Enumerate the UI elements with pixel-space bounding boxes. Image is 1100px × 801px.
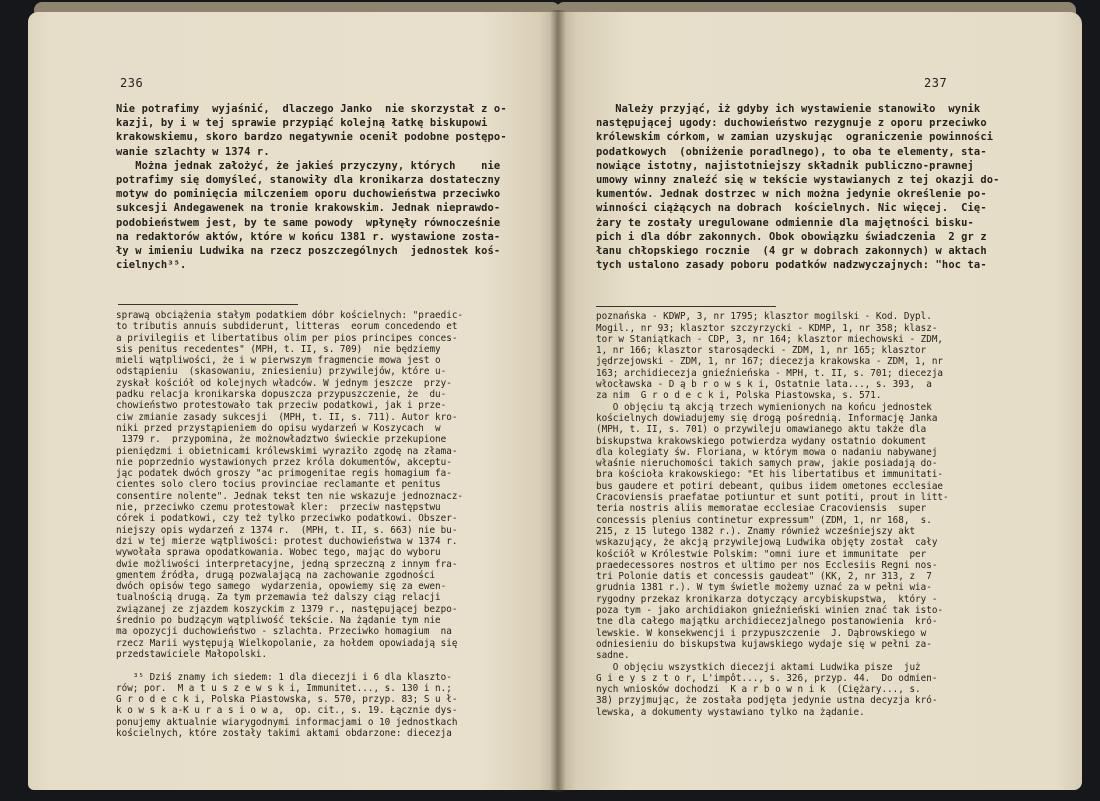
footnote-line: wywołała sprawa opodatkowania. Wobec tego, mając do wyboru bbox=[116, 547, 441, 559]
body-line: wanie szlachty w 1374 r. bbox=[116, 145, 270, 158]
footnote-line: consentire nolente". Jednak tekst ten nie wskazuje jednoznacz- bbox=[116, 490, 464, 502]
footnote-line: 38) przyjmując, że została podjęta jedynie ustna decyzja kró- bbox=[596, 695, 938, 707]
footnote-line bbox=[596, 300, 949, 311]
left-body-text bbox=[116, 102, 507, 272]
footnote-line: jąc podatek dwóch groszy "ac primogenitae regis homagium fa- bbox=[116, 468, 452, 480]
body-line: następującej ugody: duchowieństwo rezygnuje z oporu przeciwko bbox=[596, 117, 987, 130]
footnote-line: tne dla całego majątku archidiecezjalnego postanowienia kró- bbox=[596, 616, 938, 628]
footnote-line: dwóch opisów tego samego wydarzenia, opowiemy się za ewen- bbox=[116, 581, 447, 593]
footnote-line: k o w s k a-K u r a s i o w a, op. cit., s. 19. Łącznie dys- bbox=[116, 705, 458, 717]
left-footnotes bbox=[116, 310, 463, 739]
left-page bbox=[28, 12, 560, 790]
footnote-line: za nim G r o d e c k i, Polska Piastowska, s. 571. bbox=[596, 390, 882, 402]
footnote-line: poza tym - jako archidiakon gnieźnieński winien znać tak isto- bbox=[596, 605, 944, 617]
body-line: Należy przyjąć, iż gdyby ich wystawienie stanowiło wynik bbox=[596, 103, 981, 115]
footnote-line: włocławska - D ą b r o w s k i, Ostatnie lata..., s. 393, a bbox=[596, 379, 932, 391]
body-line: podobieństwem jest, by te same powody wpłynęły równocześnie bbox=[116, 216, 501, 229]
footnote-line: nych wniosków dochodzi K a r b o w n i k (Ciężary..., s. bbox=[596, 684, 921, 696]
footnote-line: G i e y s z t o r, L'impôt..., s. 326, przyp. 44. Do odmien- bbox=[596, 672, 938, 684]
footnote-line: Mogil., nr 93; klasztor szczyrzycki - KDMP, 1, nr 358; klasz- bbox=[596, 322, 938, 334]
footnote-line: praedecessores nostros et ultimo per nos Ecclesiis Regni nos- bbox=[596, 559, 938, 571]
body-line: na redaktorów aktów, które w końcu 1381 r. wystawione zosta- bbox=[116, 230, 501, 243]
body-line: Nie potrafimy wyjaśnić, dlaczego Janko nie skorzystał z o- bbox=[116, 103, 507, 115]
footnote-line: rzecz Marii występują Wielkopolanie, za hołdem opowiadają się bbox=[116, 637, 458, 649]
body-line: żary te zostały uregulowane odmiennie dla majętności bisku- bbox=[596, 216, 974, 229]
footnote-line: odniesieniu do biskupstwa kujawskiego wydaje się w pełni za- bbox=[596, 638, 932, 650]
footnote-line: a privilegiis et libertatibus olim per pios principes conces- bbox=[116, 332, 458, 344]
body-line: cielnych³⁵. bbox=[116, 259, 187, 272]
footnote-line: odstąpieniu (skasowaniu, zniesieniu) przywilejów, które u- bbox=[116, 366, 447, 378]
body-line: winności ciążących na dobrach kościelnych. Nic więcej. Cię- bbox=[596, 202, 987, 215]
footnote-line: G r o d e c k i, Polska Piastowska, s. 570, przyp. 83; S u ł- bbox=[116, 694, 458, 706]
body-line: pich i dla dóbr zakonnych. Obok obowiązku świadczenia 2 gr z bbox=[596, 230, 987, 243]
footnote-line: chowieństwo protestowało tak przeciw podatkowi, jak i prze- bbox=[116, 400, 447, 412]
footnote-line: rygodny przekaz kronikarza dotyczący arcybiskupstwa, który - bbox=[596, 593, 938, 605]
footnote-line: wskazujący, że akcją przywilejową Ludwika objęty został cały bbox=[596, 537, 938, 549]
body-line: Można jednak założyć, że jakieś przyczyny, których nie bbox=[116, 159, 501, 172]
footnote-line: (MPH, t. II, s. 701) o przywileju omawianego aktu także dla bbox=[596, 424, 927, 436]
footnote-line: pieniędzmi i obietnicami królewskimi wyraziło zgodę na złama- bbox=[116, 445, 458, 457]
footnote-line: O objęciu tą akcją trzech wymienionych na końcu jednostek bbox=[596, 401, 932, 413]
right-body-text bbox=[596, 102, 1000, 272]
body-line: krakowskiemu, skoro bardzo negatywnie ocenił podobne postępo- bbox=[116, 131, 507, 144]
footnote-line: związanej ze zjazdem koszyckim z 1379 r., następującej bezpo- bbox=[116, 603, 458, 615]
book-gutter bbox=[550, 10, 566, 792]
body-line: sukcesji Andegawenek na tronie krakowskim. Jednak nieprawdo- bbox=[116, 202, 501, 215]
footnote-line: to tributis annuis subdiderunt, litteras eorum concedendo et bbox=[116, 321, 458, 333]
footnote-line: nie, przeciwko czemu protestował kler: przeciw następstwu bbox=[116, 502, 441, 514]
footnote-line: tri Polonie datis et concessis gaudeat" (KK, 2, nr 313, z 7 bbox=[596, 571, 932, 583]
footnote-line: 1379 r. przypomina, że możnowładztwo świeckie przekupione bbox=[116, 434, 447, 446]
body-line: kumentów. Jednak dostrzec w nich można jedynie określenie po- bbox=[596, 188, 987, 201]
footnote-line: 163; archidiecezja gnieźnieńska - MPH, t. II, s. 701; diecezja bbox=[596, 367, 944, 379]
body-line: ły w imieniu Ludwika na rzecz poszczególnych jednostek koś- bbox=[116, 245, 501, 258]
footnote-line: dzi w tej mierze wątpliwości: protest duchowieństwa w 1374 r. bbox=[116, 535, 458, 547]
footnote-line: kościelnych dowiadujemy się drogą pośrednią. Informację Janka bbox=[596, 412, 938, 424]
footnote-line: nie poprzednio wystawionych przez króla dokumentów, akceptu- bbox=[116, 456, 452, 468]
footnote-line: przedstawiciele Małopolski. bbox=[116, 648, 268, 660]
page-number-right: 237 bbox=[924, 76, 948, 90]
footnote-line: kościelnych, które zostały takimi aktami obdarzone: diecezja bbox=[116, 727, 452, 739]
footnote-line: teria nostris aliis memoratae ecclesiae Cracoviensis super bbox=[596, 503, 927, 515]
footnote-line: średnio po budzącym wątpliwość tekście. Na żądanie tym nie bbox=[116, 615, 441, 627]
body-line: królewskim córkom, w zamian uzyskując ograniczenie powinności bbox=[596, 131, 994, 144]
footnote-line bbox=[116, 660, 463, 671]
footnote-line: niki przed przystąpieniem do opisu wydarzeń w Koszycach w bbox=[116, 422, 441, 434]
body-line: tych ustalono zasady poboru podatków nadzwyczajnych: "hoc ta- bbox=[596, 259, 987, 272]
footnote-line: grudnia 1381 r.). W tym świetle możemy uznać za w pełni wia- bbox=[596, 582, 932, 594]
right-page bbox=[556, 12, 1082, 790]
footnote-separator-left bbox=[118, 304, 298, 305]
footnote-line: padku relacja kronikarska dopuszcza przypuszczenie, że du- bbox=[116, 389, 447, 401]
footnote-line: właśnie nieruchomości takich samych praw, jakie posiadają do- bbox=[596, 458, 938, 470]
footnote-line: ciw zmianie zasady sukcesji (MPH, t. II, s. 711). Autor kro- bbox=[116, 411, 458, 423]
body-line: nowiące istotny, najistotniejszy składnik publiczno-prawnej bbox=[596, 159, 974, 172]
footnote-line: Cracoviensis praefatae potiuntur et sunt potiti, prout in litt- bbox=[596, 492, 949, 504]
footnote-line: tor w Staniątkach - CDP, 3, nr 164; klasztor miechowski - ZDM, bbox=[596, 333, 944, 345]
footnote-line: mieli wątpliwości, że i w pierwszym fragmencie mowa jest o bbox=[116, 355, 441, 367]
footnote-line: biskupstwa krakowskiego potwierdza wydany ostatnio dokument bbox=[596, 435, 927, 447]
right-footnotes bbox=[596, 300, 949, 718]
footnote-line: 1, nr 166; klasztor starosądecki - ZDM, 1, nr 165; klasztor bbox=[596, 345, 927, 357]
footnote-line: dla kolegiaty św. Floriana, w którym mowa o nadaniu nabywanej bbox=[596, 446, 938, 458]
footnote-line: sis penitus recedentes" (MPH, t. II, s. 709) nie będziemy bbox=[116, 343, 441, 355]
footnote-line: niejszy opis wydarzeń z 1374 r. (MPH, t. II, s. 663) nie bu- bbox=[116, 524, 458, 536]
footnote-line: córek i podatkowi, czy też tylko przeciwko podatkowi. Obszer- bbox=[116, 513, 458, 525]
body-line: potrafimy się domyśleć, stanowiły dla kronikarza dostateczny bbox=[116, 174, 501, 187]
footnote-line: poznańska - KDWP, 3, nr 1795; klasztor mogilski - Kod. Dypl. bbox=[596, 311, 932, 323]
footnote-line: O objęciu wszystkich diecezji aktami Ludwika pisze już bbox=[596, 661, 921, 673]
body-line: łanu chłopskiego rocznie (4 gr w dobrach zakonnych) w aktach bbox=[596, 245, 987, 258]
footnote-line: ³⁵ Dziś znamy ich siedem: 1 dla diecezji i 6 dla klasztо- bbox=[116, 671, 452, 683]
footnote-line: zyskał kościół od kolejnych władców. W jednym jeszcze przy- bbox=[116, 377, 452, 389]
footnote-line: sprawą obciążenia stałym podatkiem dóbr kościelnych: "praedic- bbox=[116, 310, 464, 321]
body-line: kazji, by i w tej sprawie przypiąć kolejną łatkę biskupowi bbox=[116, 117, 488, 130]
footnote-line: 215, z 15 lutego 1382 r.). Znamy również wcześniejszy akt bbox=[596, 525, 916, 537]
footnote-line: bra kościoła krakowskiego: "Et his libertatibus et immunitati- bbox=[596, 469, 944, 481]
footnote-line: cientes solo clero tocius provinciae reclamante et penitus bbox=[116, 479, 441, 491]
footnote-line: rów; por. M a t u s z e w s k i, Immunitet..., s. 130 i n.; bbox=[116, 682, 452, 694]
footnote-line: concessis plenius continetur expressum" (ZDM, 1, nr 168, s. bbox=[596, 514, 932, 526]
page-number-left: 236 bbox=[120, 76, 144, 90]
body-line: podatkowych (obniżenie poradlnego), to oba te elementy, sta- bbox=[596, 145, 987, 158]
footnote-line: tualnością drugą. Za tym przemawia też dalszy ciąg relacji bbox=[116, 592, 441, 604]
body-line: motyw do pominięcia milczeniem oporu duchowieństwa przeciwko bbox=[116, 188, 501, 201]
footnote-line: jędrzejowski - ZDM, 1, nr 167; diecezja krakowska - ZDM, 1, nr bbox=[596, 356, 944, 368]
footnote-line: lewskie. W konsekwencji i przypuszczenie J. Dąbrowskiego w bbox=[596, 627, 927, 639]
footnote-line: dwie możliwości interpretacyjne, jedną sprzeczną z innym fra- bbox=[116, 558, 458, 570]
footnote-line: bus gaudere et potiri debeant, quibus iidem ometones ecclesiae bbox=[596, 480, 944, 492]
footnote-line: ma opozycji duchowieństwo - szlachta. Przeciwko homagium na bbox=[116, 626, 452, 638]
footnote-line: lewska, a dokumenty wystawiano tylko na żądanie. bbox=[596, 706, 865, 718]
footnote-line: ponujemy aktualnie wiarygodnymi informacjami o 10 jednostkach bbox=[116, 716, 458, 728]
footnote-line: kościół w Królestwie Polskim: "omni iure et immunitate per bbox=[596, 548, 927, 560]
body-line: umowy winny znaleźć się w tekście wystawianych z tej okazji do- bbox=[596, 174, 1000, 187]
footnote-line: sadne. bbox=[596, 650, 630, 662]
footnote-line: gmentem źródła, drugą pozwalającą na zachowanie zgodności bbox=[116, 569, 436, 581]
